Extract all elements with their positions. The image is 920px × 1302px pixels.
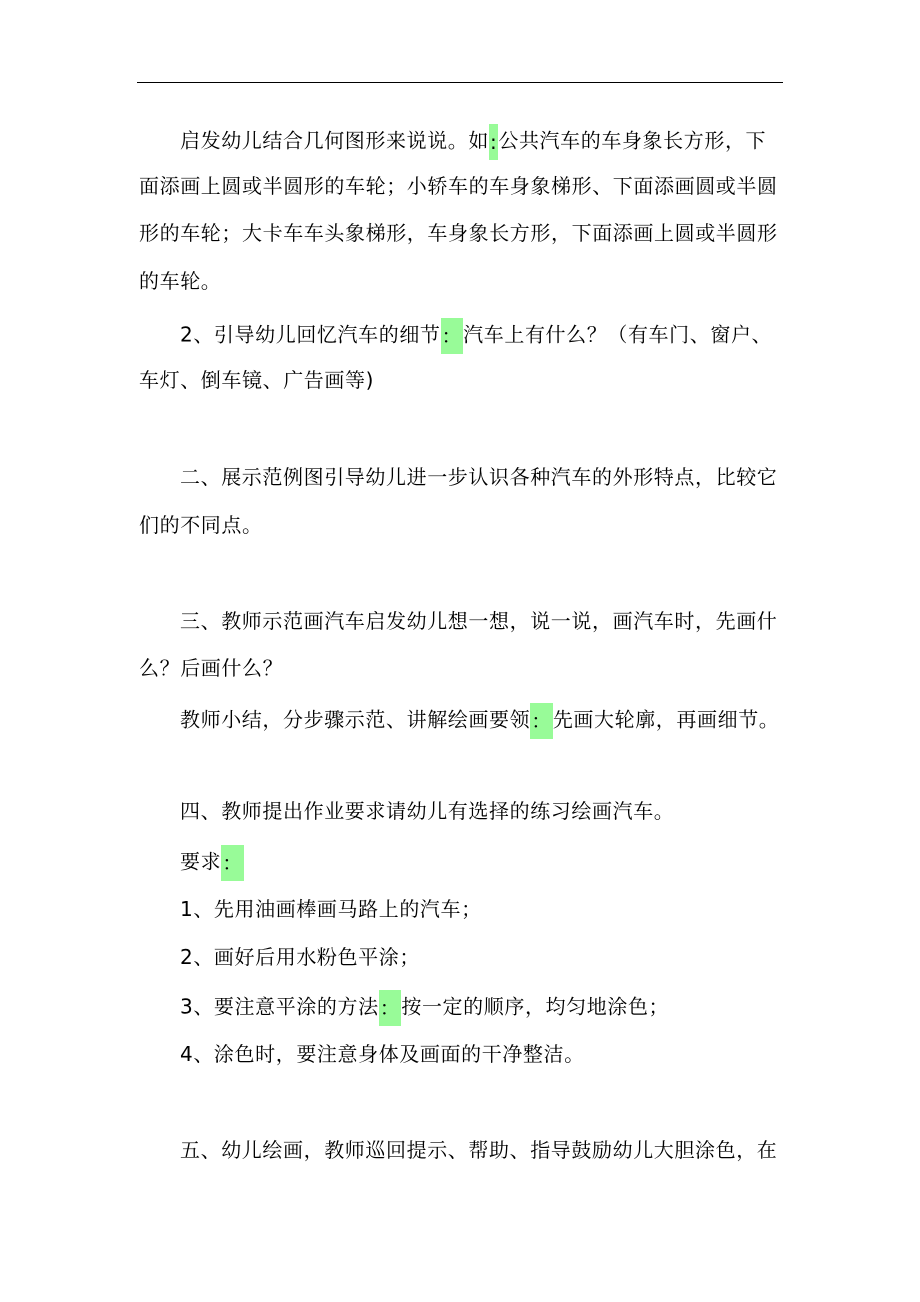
paragraph-line: 么？后画什么？ [139,656,284,680]
line-text: 先画大轮廓，再画细节。 [552,707,780,732]
line-text: 公共汽车的车身象长方形，下 [498,128,767,153]
line-text: 按一定的顺序，均匀地涂色； [401,994,670,1019]
paragraph-line [180,990,669,1018]
highlighted-colon: ： [221,845,244,881]
paragraph-line [180,703,779,731]
paragraph-line [180,318,772,346]
header-rule [137,82,783,83]
paragraph-line: 三、教师示范画汽车启发幼儿想一想，说一说，画汽车时，先画什 [180,609,778,633]
highlighted-colon: ： [530,703,553,739]
highlighted-colon: : [489,124,498,160]
line-text: 教师小结，分步骤示范、讲解绘画要领 [180,707,531,732]
highlighted-colon: ： [379,990,402,1026]
paragraph-line: 的车轮。 [139,269,222,293]
paragraph-line [180,124,766,152]
line-text: 汽车上有什么？（有车门、窗户、 [463,322,773,347]
line-text: 启发幼儿结合几何图形来说说。如 [180,128,489,153]
paragraph-line: 车灯、倒车镜、广告画等) [139,368,375,392]
paragraph-line: 4、涂色时，要注意身体及画面的干净整洁。 [180,1042,585,1066]
highlighted-colon: ： [441,318,464,354]
line-text: 2、引导幼儿回忆汽车的细节 [180,322,441,347]
paragraph-line: 二、展示范例图引导幼儿进一步认识各种汽车的外形特点，比较它 [180,465,778,489]
paragraph-line: 1、先用油画棒画马路上的汽车； [180,897,482,921]
paragraph-line [180,845,244,873]
line-text: 3、要注意平涂的方法 [180,994,379,1019]
paragraph-line: 面添画上圆或半圆形的车轮；小轿车的车身象梯形、下面添画圆或半圆 [139,174,778,198]
paragraph-line: 们的不同点。 [139,513,263,537]
line-text: 要求 [180,849,222,874]
paragraph-line: 四、教师提出作业要求请幼儿有选择的练习绘画汽车。 [180,799,675,823]
paragraph-line: 五、幼儿绘画，教师巡回提示、帮助、指导鼓励幼儿大胆涂色，在 [180,1138,778,1162]
paragraph-line: 形的车轮；大卡车车头象梯形，车身象长方形，下面添画上圆或半圆形 [139,221,778,245]
paragraph-line: 2、画好后用水粉色平涂； [180,945,420,969]
